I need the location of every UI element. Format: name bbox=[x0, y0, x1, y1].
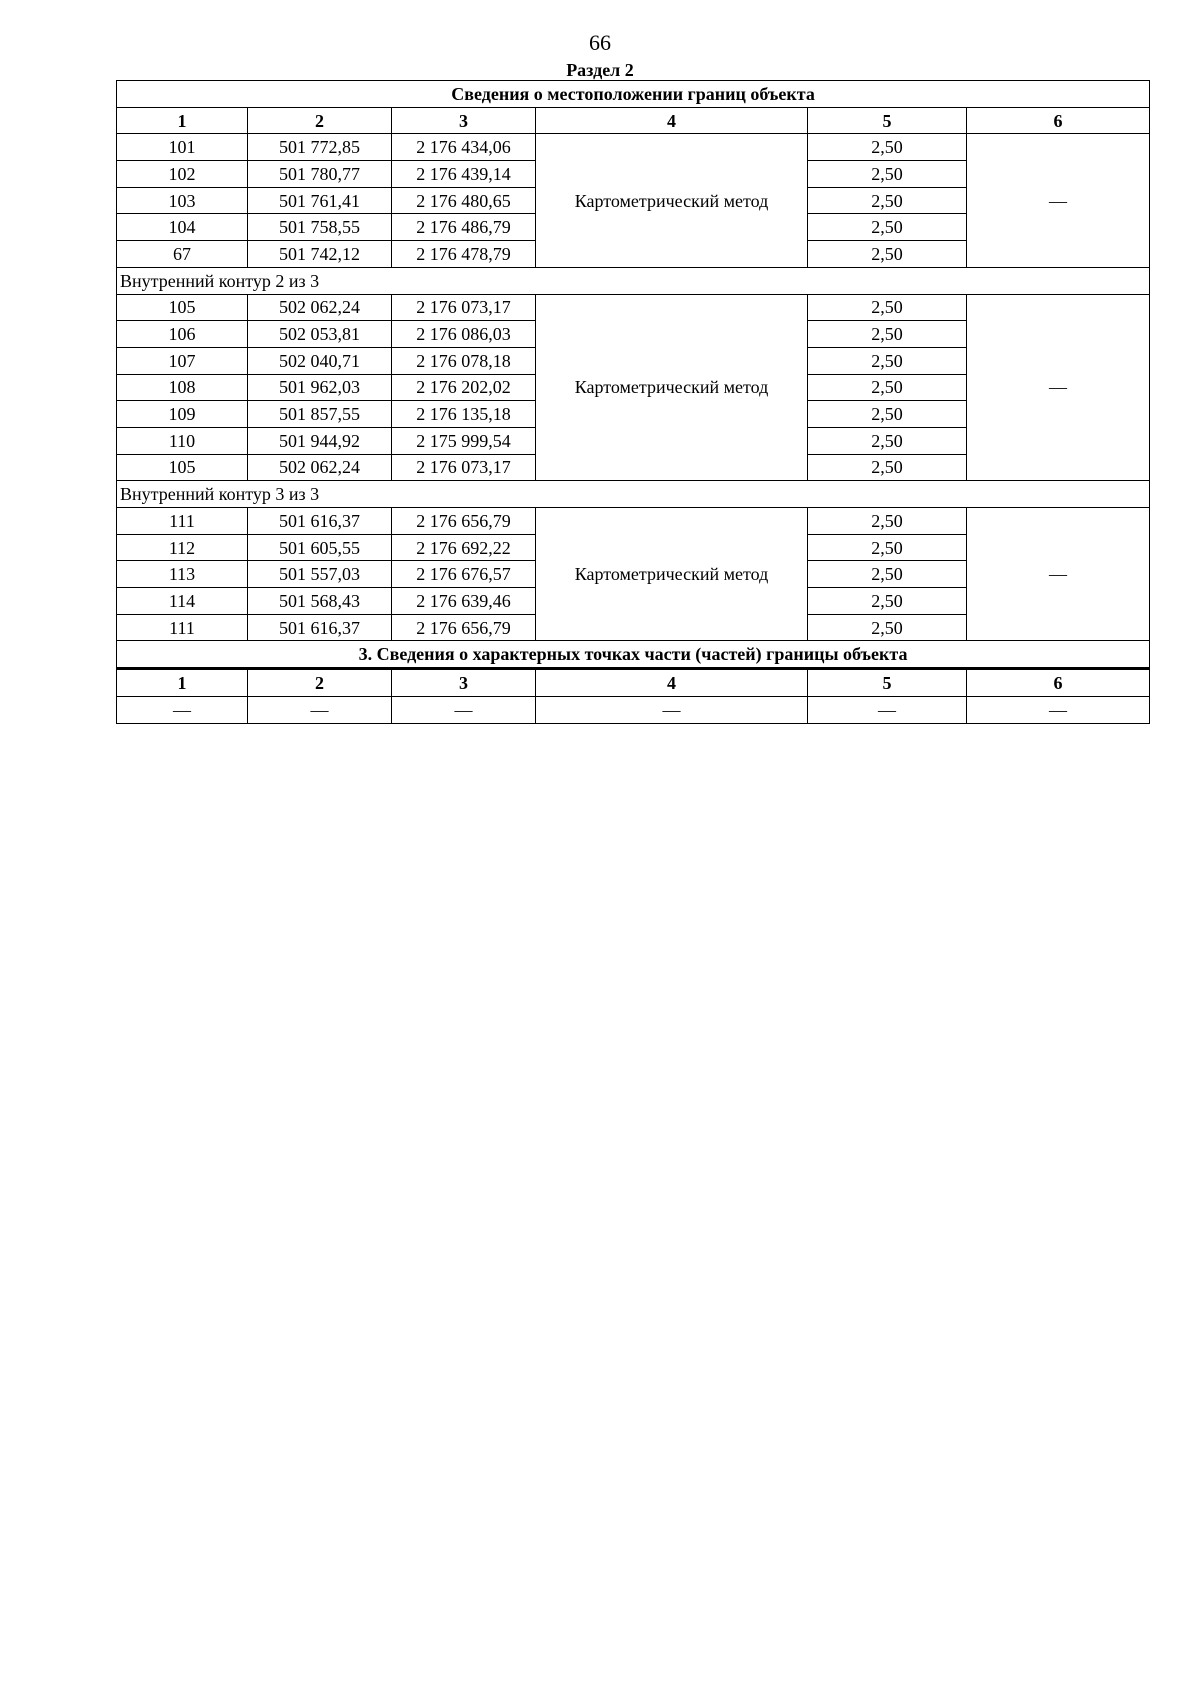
boundary-table bbox=[116, 80, 1150, 724]
accuracy-cell: 2,50 bbox=[808, 508, 967, 535]
empty-cell: — bbox=[117, 696, 248, 723]
coordinate-y: 2 176 692,22 bbox=[392, 534, 536, 561]
page-number: 66 bbox=[589, 30, 611, 55]
column-header: 2 bbox=[248, 107, 392, 134]
coordinate-y: 2 176 073,17 bbox=[392, 454, 536, 481]
column-header: 2 bbox=[248, 669, 392, 697]
point-number: 109 bbox=[117, 401, 248, 428]
point-number: 103 bbox=[117, 187, 248, 214]
table-row bbox=[117, 134, 1150, 161]
column-header-row bbox=[117, 107, 1150, 134]
column-header: 1 bbox=[117, 669, 248, 697]
accuracy-cell: 2,50 bbox=[808, 614, 967, 641]
contour-label: Внутренний контур 2 из 3 bbox=[117, 267, 1150, 294]
table-title: Сведения о местоположении границ объекта bbox=[117, 81, 1150, 108]
contour-label: Внутренний контур 3 из 3 bbox=[117, 481, 1150, 508]
table-row bbox=[117, 294, 1150, 321]
coordinate-x: 502 062,24 bbox=[248, 294, 392, 321]
coordinate-x: 501 857,55 bbox=[248, 401, 392, 428]
column-header: 5 bbox=[808, 669, 967, 697]
coordinate-x: 501 742,12 bbox=[248, 241, 392, 268]
column-header: 3 bbox=[392, 669, 536, 697]
point-number: 105 bbox=[117, 294, 248, 321]
coordinate-x: 501 568,43 bbox=[248, 588, 392, 615]
accuracy-cell: 2,50 bbox=[808, 347, 967, 374]
empty-cell: — bbox=[808, 696, 967, 723]
contour-label-row bbox=[117, 481, 1150, 508]
column-header: 1 bbox=[117, 107, 248, 134]
point-number: 101 bbox=[117, 134, 248, 161]
coordinate-y: 2 176 639,46 bbox=[392, 588, 536, 615]
coordinate-y: 2 176 478,79 bbox=[392, 241, 536, 268]
point-number: 111 bbox=[117, 508, 248, 535]
accuracy-cell: 2,50 bbox=[808, 427, 967, 454]
column-header: 4 bbox=[536, 107, 808, 134]
coordinate-x: 501 758,55 bbox=[248, 214, 392, 241]
coordinate-y: 2 176 656,79 bbox=[392, 508, 536, 535]
column-header: 4 bbox=[536, 669, 808, 697]
point-number: 112 bbox=[117, 534, 248, 561]
empty-cell: — bbox=[248, 696, 392, 723]
accuracy-cell: 2,50 bbox=[808, 187, 967, 214]
method-cell: Картометрический метод bbox=[536, 294, 808, 481]
table-row bbox=[117, 696, 1150, 723]
point-number: 111 bbox=[117, 614, 248, 641]
point-number: 107 bbox=[117, 347, 248, 374]
empty-cell: — bbox=[967, 696, 1150, 723]
coordinate-x: 502 062,24 bbox=[248, 454, 392, 481]
accuracy-cell: 2,50 bbox=[808, 214, 967, 241]
coordinate-y: 2 176 086,03 bbox=[392, 321, 536, 348]
coordinate-y: 2 176 434,06 bbox=[392, 134, 536, 161]
column-header: 3 bbox=[392, 107, 536, 134]
accuracy-cell: 2,50 bbox=[808, 161, 967, 188]
accuracy-cell: 2,50 bbox=[808, 241, 967, 268]
coordinate-y: 2 176 656,79 bbox=[392, 614, 536, 641]
description-cell: — bbox=[967, 294, 1150, 481]
section-title: Раздел 2 bbox=[566, 60, 634, 80]
accuracy-cell: 2,50 bbox=[808, 534, 967, 561]
coordinate-x: 501 616,37 bbox=[248, 508, 392, 535]
coordinate-y: 2 176 073,17 bbox=[392, 294, 536, 321]
part-section-title-row bbox=[117, 641, 1150, 669]
empty-cell: — bbox=[392, 696, 536, 723]
accuracy-cell: 2,50 bbox=[808, 321, 967, 348]
point-number: 105 bbox=[117, 454, 248, 481]
coordinate-x: 502 040,71 bbox=[248, 347, 392, 374]
coordinate-y: 2 176 480,65 bbox=[392, 187, 536, 214]
point-number: 104 bbox=[117, 214, 248, 241]
coordinate-x: 501 557,03 bbox=[248, 561, 392, 588]
empty-cell: — bbox=[536, 696, 808, 723]
point-number: 106 bbox=[117, 321, 248, 348]
coordinate-y: 2 176 135,18 bbox=[392, 401, 536, 428]
coordinate-x: 501 944,92 bbox=[248, 427, 392, 454]
point-number: 108 bbox=[117, 374, 248, 401]
table-row bbox=[117, 508, 1150, 535]
coordinate-x: 501 962,03 bbox=[248, 374, 392, 401]
boundary-table-body bbox=[117, 81, 1150, 724]
coordinate-x: 501 616,37 bbox=[248, 614, 392, 641]
point-number: 113 bbox=[117, 561, 248, 588]
coordinate-x: 501 772,85 bbox=[248, 134, 392, 161]
method-cell: Картометрический метод bbox=[536, 134, 808, 267]
column-header: 6 bbox=[967, 107, 1150, 134]
part-section-title: 3. Сведения о характерных точках части (частей) границы объекта bbox=[117, 641, 1150, 669]
coordinate-y: 2 175 999,54 bbox=[392, 427, 536, 454]
point-number: 114 bbox=[117, 588, 248, 615]
column-header: 5 bbox=[808, 107, 967, 134]
point-number: 67 bbox=[117, 241, 248, 268]
column-header: 6 bbox=[967, 669, 1150, 697]
point-number: 102 bbox=[117, 161, 248, 188]
description-cell: — bbox=[967, 134, 1150, 267]
coordinate-x: 501 761,41 bbox=[248, 187, 392, 214]
accuracy-cell: 2,50 bbox=[808, 374, 967, 401]
coordinate-y: 2 176 078,18 bbox=[392, 347, 536, 374]
coordinate-y: 2 176 486,79 bbox=[392, 214, 536, 241]
accuracy-cell: 2,50 bbox=[808, 561, 967, 588]
description-cell: — bbox=[967, 508, 1150, 641]
part-column-header-row bbox=[117, 669, 1150, 697]
method-cell: Картометрический метод bbox=[536, 508, 808, 641]
table-title-row bbox=[117, 81, 1150, 108]
coordinate-x: 501 780,77 bbox=[248, 161, 392, 188]
contour-label-row bbox=[117, 267, 1150, 294]
coordinate-x: 502 053,81 bbox=[248, 321, 392, 348]
coordinate-x: 501 605,55 bbox=[248, 534, 392, 561]
accuracy-cell: 2,50 bbox=[808, 401, 967, 428]
accuracy-cell: 2,50 bbox=[808, 454, 967, 481]
point-number: 110 bbox=[117, 427, 248, 454]
accuracy-cell: 2,50 bbox=[808, 134, 967, 161]
coordinate-y: 2 176 202,02 bbox=[392, 374, 536, 401]
accuracy-cell: 2,50 bbox=[808, 294, 967, 321]
coordinate-y: 2 176 439,14 bbox=[392, 161, 536, 188]
coordinate-y: 2 176 676,57 bbox=[392, 561, 536, 588]
accuracy-cell: 2,50 bbox=[808, 588, 967, 615]
